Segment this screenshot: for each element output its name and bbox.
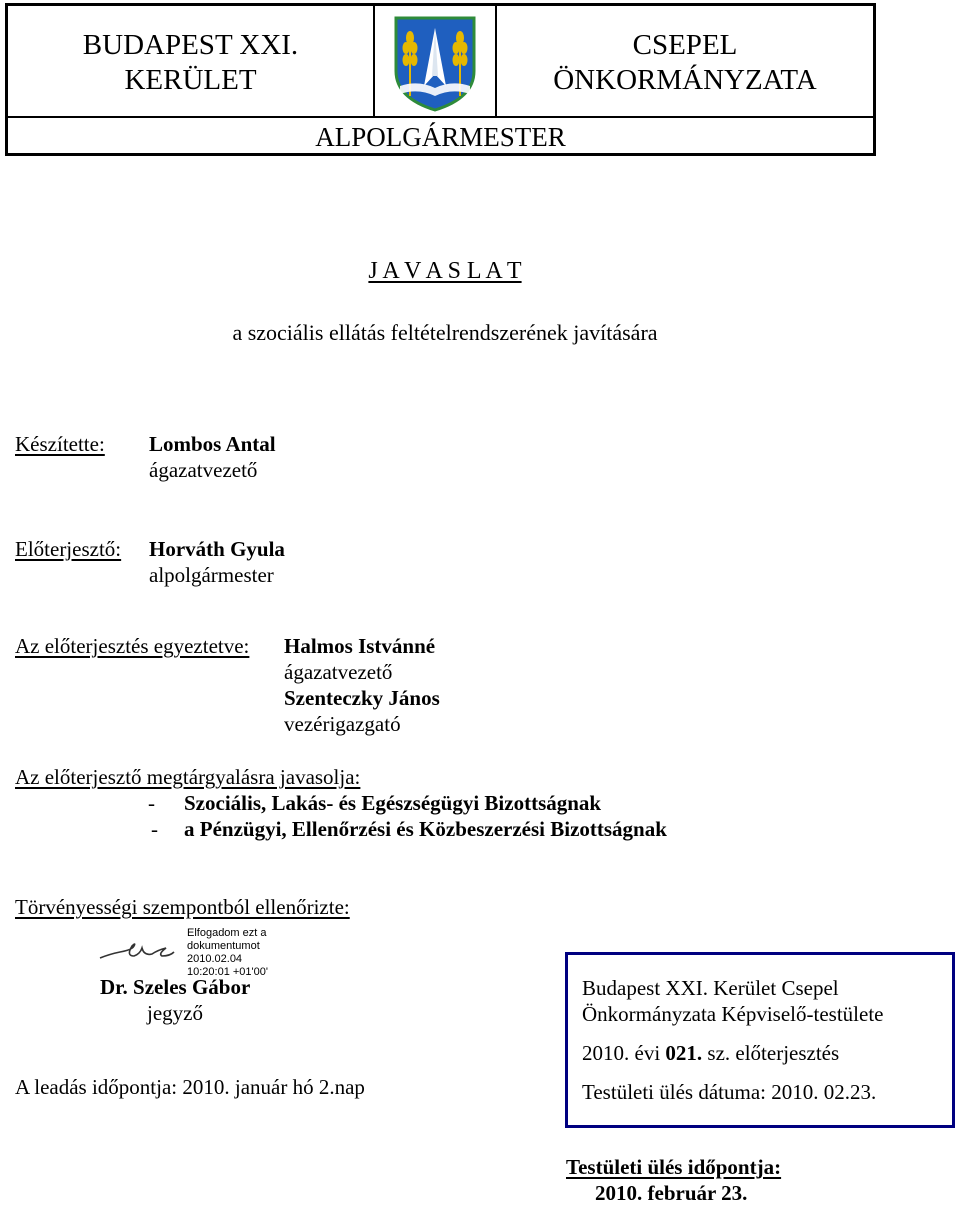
header-office: ALPOLGÁRMESTER (315, 122, 566, 152)
agreed-label: Az előterjesztés egyeztetve: (15, 634, 250, 658)
agreed-person-name: Halmos Istvánné (284, 634, 436, 658)
document-subtitle: a szociális ellátás feltételrendszerének javítására (232, 320, 658, 345)
header-cell-district (8, 6, 375, 116)
header-district-line2: KERÜLET (124, 64, 257, 96)
info-box-meeting-date: Testületi ülés dátuma: 2010. 02.23. (582, 1080, 877, 1104)
legal-check-label: Törvényességi szempontból ellenőrizte: (15, 895, 350, 919)
submission-date: A leadás időpontja: 2010. január hó 2.nap (15, 1075, 365, 1099)
prepared-by-role: ágazatvezető (149, 458, 258, 482)
committee-item: a Pénzügyi, Ellenőrzési és Közbeszerzési Bizottságnak (184, 817, 667, 841)
legal-check-name: Dr. Szeles Gábor (100, 975, 251, 999)
submitter-role: alpolgármester (149, 563, 274, 587)
info-box-number: 021. (665, 1041, 703, 1065)
digital-signature-line: Elfogadom ezt a (187, 927, 267, 939)
submitter-name: Horváth Gyula (149, 537, 285, 561)
header-cell-government (497, 6, 873, 116)
header-cell-office (8, 116, 873, 153)
committee-item: Szociális, Lakás- és Egészségügyi Bizottságnak (184, 791, 602, 815)
meeting-date: 2010. február 23. (595, 1181, 748, 1205)
list-dash: - (151, 817, 158, 841)
csepel-coat-of-arms-icon (394, 16, 476, 112)
digital-signature-line: dokumentumot (187, 940, 260, 952)
info-box-suffix: sz. előterjesztés (702, 1041, 840, 1065)
prepared-by-name: Lombos Antal (149, 432, 276, 456)
header-government-line1: CSEPEL (632, 29, 738, 61)
meeting-label: Testületi ülés időpontja: (566, 1155, 782, 1179)
header-cell-crest (375, 6, 497, 116)
header-government-line2: ÖNKORMÁNYZATA (553, 64, 817, 96)
agreed-person-role: vezérigazgató (284, 712, 401, 736)
document-title: J A V A S L A T (368, 258, 522, 284)
handwritten-signature-icon (96, 934, 178, 968)
info-box-line: Önkormányzata Képviselő-testülete (582, 1002, 884, 1026)
agreed-person-name: Szenteczky János (284, 686, 440, 710)
header-table (5, 3, 876, 156)
info-box (565, 952, 955, 1128)
agreed-person-role: ágazatvezető (284, 660, 393, 684)
proposed-to-label: Az előterjesztő megtárgyalásra javasolja: (15, 765, 361, 789)
legal-check-role: jegyző (147, 1001, 203, 1025)
info-box-line: Budapest XXI. Kerület Csepel (582, 976, 839, 1000)
digital-signature-line: 10:20:01 +01'00' (187, 966, 268, 978)
submitter-label: Előterjesztő: (15, 537, 122, 561)
header-district-line1: BUDAPEST XXI. (82, 29, 299, 61)
info-box-proposal-number (582, 1040, 839, 1066)
prepared-by-label: Készítette: (15, 432, 105, 456)
list-dash: - (148, 791, 155, 815)
digital-signature-line: 2010.02.04 (187, 953, 243, 965)
info-box-year: 2010. évi (582, 1041, 666, 1065)
